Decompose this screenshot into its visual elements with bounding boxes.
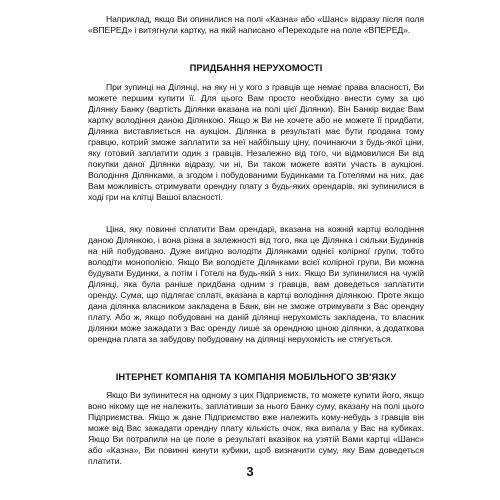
intro-paragraph: Наприклад, якщо Ви опинилися на полі «Казна» або «Шанс» відразу після поля «ВПЕРЕД» і витягнули картку, на якій написано «Переходьте на поле «ВПЕРЕД». (88, 14, 424, 35)
section-heading-companies: ІНТЕРНЕТ КОМПАНІЯ ТА КОМПАНІЯ МОБІЛЬНОГО ЗВ'ЯЗКУ (115, 371, 397, 382)
section-heading-property: ПРИДБАННЯ НЕРУХОМОСТІ (189, 62, 323, 73)
property-paragraph-2: Ціна, яку повинні сплатити Вам орендарі, вказана на кожній картці володіння даною Ділянкою, і вона різна в залежності від того, яка це Ділянка і скільки Будинків на ній побудовано. Дуже вигідно володіти Ділянками однієї колірної групи, тобто володіти монополією. Якщо Ви володієте Ділянками всієї колірної групи, Ви можна будувати Будинки, а потім і Готелі на будь-якій з них. Якщо Ви зупинилися на чужій Ділянці, яка була раніше придбана одним з гравців, вам доведеться заплатити оренду. Сума, що підлягає сплаті, вказана в картці володіння ділянкою. Проте якщо дана ділянка власником закладена в Банк, він не зможе отримувати з Вас орендну плату. Або ж, якщо побудовані на даній ділянці нерухомість закладена, то власник ділянки може зажадати з Вас оренду лише за орендною ціною ділянки, а додаткова орендна плата за забудову побудовану на ділянці нерухомість не стягується. (88, 224, 424, 344)
property-paragraph-1: При зупинці на Ділянці, на яку ні у кого з гравців ще немає права власності, Ви можете першим купити її. Для цього Вам просто необхідно внести суму за цю Ділянку Банку (вартість Ділянки вказана на полі цієї Ділянки). Він Банкір видає Вам картку володіння даною Ділянкою. Якщо ж Ви не хочете або не можете її придбати, Ділянка виставляється на аукціон. Ділянка в результаті має бути продана тому гравцю, котрий зможе заплатити за неї найбільшу ціну, починаючи з будь-якої ціни, яку готовий заплатити один з гравців. Незалежно від того, чи відмовилися Ви від покупки даної Ділянки відразу, чи ні, Ви також можете взяти участь в аукціоні. Володіння Ділянками, а згодом і побудованими Будинками та Готелями на них, дає Вам можливість отримувати орендну плату з будь-яких орендарів, які зупинилися в ході гри на клітці Вашої власності. (88, 82, 424, 202)
page-number: 3 (246, 464, 254, 479)
companies-paragraph: Якщо Ви зупинитеся на одному з цих Підприємств, то можете купити його, якщо воно нікому ще не належить, заплативши за нього Банку суму, вказану на полі цього Підприємства. Якщо ж дане Підприємство вже належить кому-небудь з гравців він може від Вас зажадати орендну плату кількість очок, яка випала у Вас на кубиках. Якщо Ви потрапили на це поле в результаті вказівок на узятій Вами картці «Шанс» або «Казна», Ви повинні кинути кубики, щоб визначити суму, яку Вам доведеться платити. (88, 390, 424, 466)
